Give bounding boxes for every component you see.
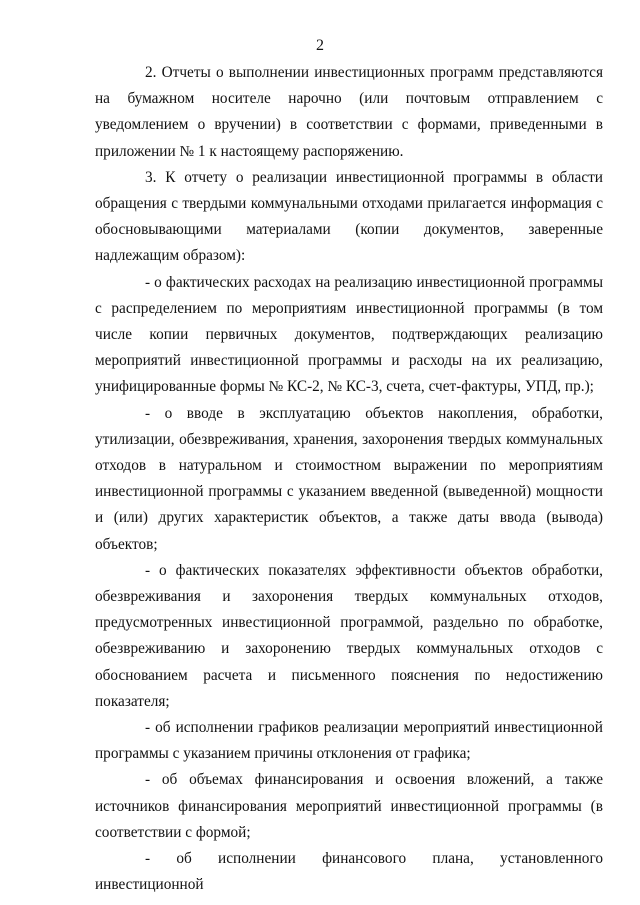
list-item-commissioning: - о вводе в эксплуатацию объектов накопления, обработки, утилизации, обезвреживания, хранения, захоронения твердых коммунальных отходов в натуральном и стоимостном выражении по мероприятиям инвестиционной программы с указанием введенной (выведенной) мощности и (или) других характеристик объектов, а также даты ввода (вывода) объектов; <box>95 404 603 553</box>
document-body <box>95 60 603 899</box>
list-item-financing-volumes: - об объемах финансирования и освоения вложений, а также источников финансирования мероприятий инвестиционной программы (в соответствии с формой; <box>95 771 603 841</box>
list-item-efficiency-indicators: - о фактических показателях эффективности объектов обработки, обезвреживания и захоронения твердых коммунальных отходов, предусмотренных инвестиционной программой, раздельно по обработке, обезвреживанию и захоронению твердых коммунальных отходов с обоснованием расчета и письменного пояснения по недостижению показателя; <box>95 561 603 710</box>
page-number: 2 <box>316 37 324 54</box>
list-item-actual-expenses: - о фактических расходах на реализацию инвестиционной программы с распределением по мероприятиям инвестиционной программы (в том числе копии первичных документов, подтверждающих реализацию мероприятий инвестиционной программы и расходы на их реализацию, унифицированные формы № КС-2, № КС-3, счета, счет-фактуры, УПД, пр.); <box>95 273 603 396</box>
paragraph-item-3: 3. К отчету о реализации инвестиционной программы в области обращения с твердыми коммунальными отходами прилагается информация с обосновывающими материалами (копии документов, заверенные надлежащим образом): <box>95 168 603 265</box>
paragraph-item-2: 2. Отчеты о выполнении инвестиционных программ представляются на бумажном носителе нарочно (или почтовым отправлением с уведомлением о вручении) в соответствии с формами, приведенными в приложении № 1 к настоящему распоряжению. <box>95 64 603 160</box>
list-item-financial-plan: - об исполнении финансового плана, установленного инвестиционной <box>95 850 603 894</box>
list-item-schedule-execution: - об исполнении графиков реализации мероприятий инвестиционной программы с указанием причины отклонения от графика; <box>95 719 603 763</box>
